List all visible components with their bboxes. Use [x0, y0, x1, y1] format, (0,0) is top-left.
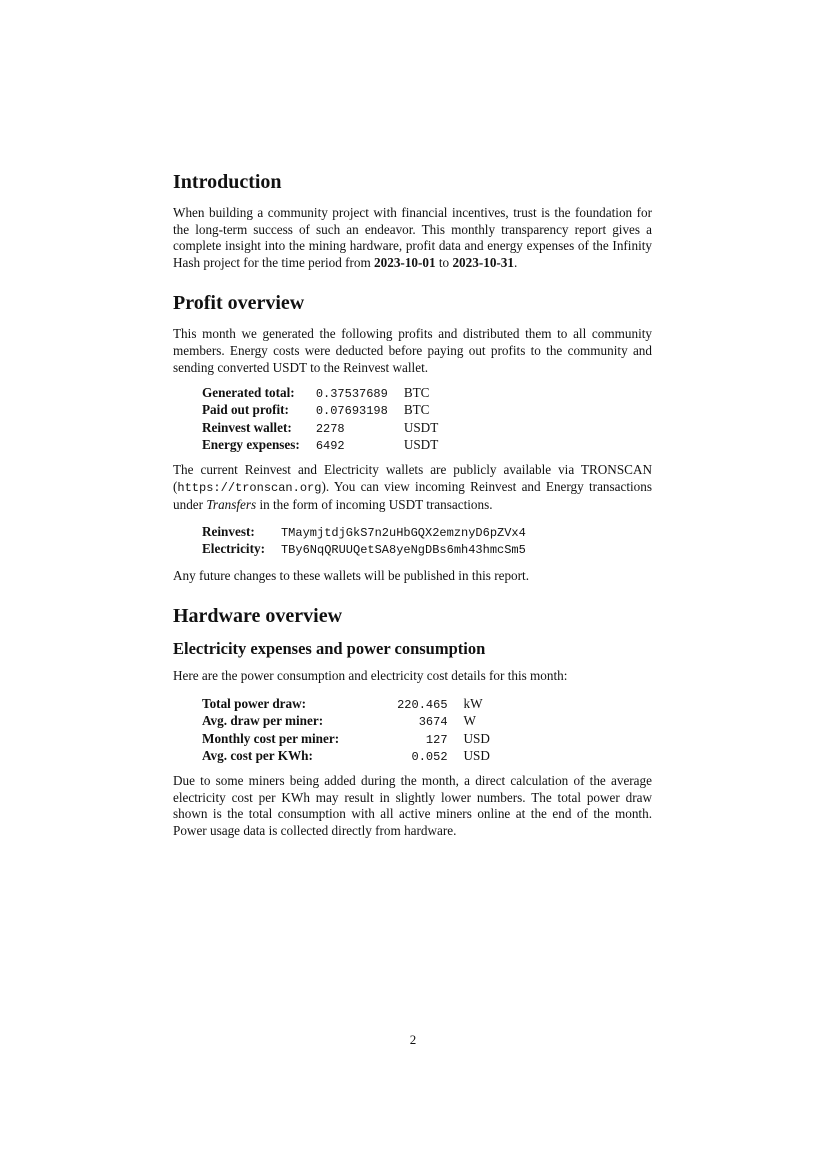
row-unit: USDT — [403, 419, 439, 435]
row-label: Total power draw: — [202, 695, 307, 711]
row-value: 127 — [425, 732, 448, 747]
table-row — [202, 420, 438, 437]
row-value: 3674 — [418, 715, 448, 730]
row-unit: kW — [463, 695, 483, 711]
table-row — [202, 731, 490, 748]
wallet-address: TBy6NqQRUUQetSA8yeNgDBs6mh43hmcSm5 — [280, 543, 526, 558]
intro-text-end: . — [514, 254, 518, 270]
date-from: 2023-10-01 — [374, 254, 436, 270]
report-page — [173, 170, 652, 839]
wallets-paragraph — [173, 462, 652, 513]
table-row — [202, 541, 542, 558]
wallets-text-3: in the form of incoming USDT transactions. — [256, 496, 493, 512]
row-unit: W — [463, 713, 476, 729]
table-row — [202, 385, 438, 402]
row-label: Paid out profit: — [202, 402, 289, 418]
table-row — [202, 748, 490, 765]
row-value: 0.07693198 — [315, 404, 388, 419]
row-label: Monthly cost per miner: — [202, 730, 340, 746]
page-number: 2 — [409, 1032, 417, 1047]
power-table — [202, 696, 490, 765]
table-row — [202, 437, 438, 454]
row-value: 0.052 — [411, 749, 448, 764]
row-value: 0.37537689 — [315, 387, 388, 402]
intro-text: When building a community project with financial incentives, trust is the foundation for the long-term success of such an endeavor. This monthly transparency report gives a complete insight into the mining hardware, profit data and energy expenses of the Infinity Hash project for the time period from — [173, 205, 652, 270]
row-unit: USD — [463, 730, 490, 746]
profit-table — [202, 385, 438, 454]
row-label: Avg. cost per KWh: — [202, 747, 313, 763]
date-to: 2023-10-31 — [452, 254, 514, 270]
profit-section — [173, 291, 652, 584]
row-unit: BTC — [403, 385, 430, 401]
introduction-paragraph — [173, 205, 652, 271]
table-row — [202, 696, 490, 713]
row-label: Energy expenses: — [202, 437, 300, 453]
table-row — [202, 524, 542, 541]
hardware-section — [173, 604, 652, 839]
table-row — [202, 402, 438, 419]
introduction-heading: Introduction — [173, 171, 282, 193]
wallet-label: Reinvest: — [202, 524, 255, 540]
wallet-address: TMaymjtdjGkS7n2uHbGQX2emznyD6pZVx4 — [280, 526, 526, 541]
tronscan-link[interactable]: https://tronscan.org — [177, 480, 322, 495]
hardware-heading: Hardware overview — [173, 605, 343, 628]
profit-intro: This month we generated the following profits and distributed them to all community members. Energy costs were deducted before paying out profits to the community and sending converted USDT to the Reinvest wallet. — [173, 326, 652, 375]
row-value: 2278 — [315, 421, 345, 436]
wallets-footnote: Any future changes to these wallets will be published in this report. — [173, 567, 529, 583]
row-unit: BTC — [403, 402, 430, 418]
wallets-text-2: ). You can view incoming Reinvest and Energy transactions under — [173, 478, 652, 512]
profit-heading: Profit overview — [173, 292, 305, 315]
row-unit: USD — [463, 747, 490, 763]
transfers-term: Transfers — [206, 496, 257, 512]
introduction-section — [173, 170, 652, 271]
wallets-table — [202, 524, 542, 559]
row-value: 6492 — [315, 439, 345, 454]
hardware-intro: Here are the power consumption and electricity cost details for this month: — [173, 668, 568, 684]
row-label: Reinvest wallet: — [202, 419, 292, 435]
hardware-note: Due to some miners being added during the month, a direct calculation of the average electricity cost per KWh may result in slightly lower numbers. The total power draw shown is the total consumption with all active miners online at the end of the month. Power usage data is collected directly from hardware. — [173, 773, 652, 838]
row-value: 220.465 — [397, 697, 448, 712]
electricity-subheading: Electricity expenses and power consumption — [173, 639, 486, 659]
row-label: Generated total: — [202, 385, 295, 401]
table-row — [202, 713, 490, 730]
row-label: Avg. draw per miner: — [202, 713, 324, 729]
wallet-label: Electricity: — [202, 541, 265, 557]
wallets-text: The current Reinvest and Electricity wallets are publicly available via TRONSCAN ( — [173, 462, 652, 494]
row-unit: USDT — [403, 437, 439, 453]
intro-text-to: to — [435, 254, 453, 270]
